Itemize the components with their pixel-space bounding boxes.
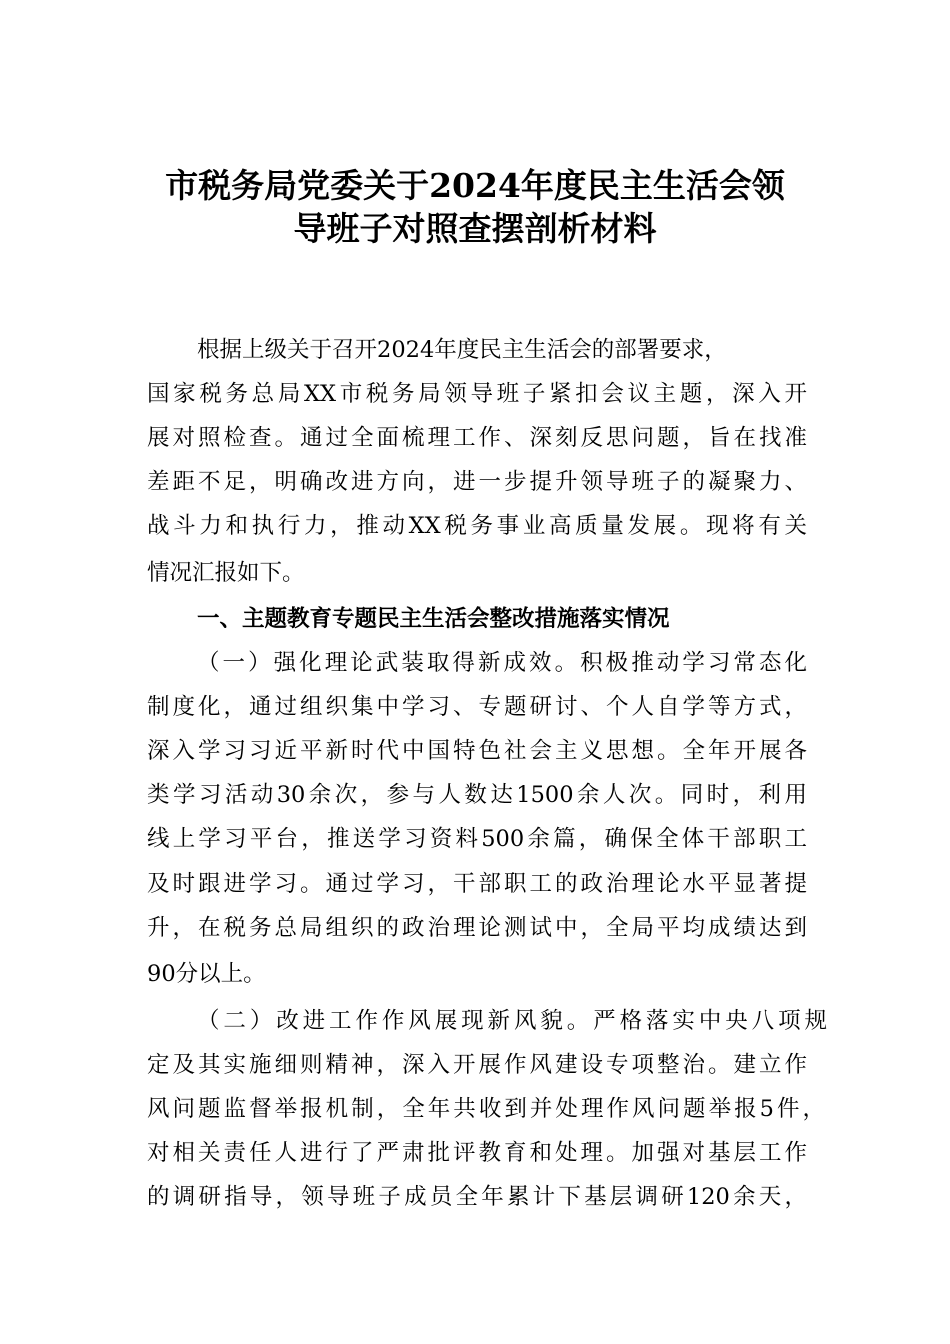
body-line-9: 制度化，通过组织集中学习、专题研讨、个人自学等方式，: [147, 694, 807, 720]
body-line-6: 情况汇报如下。: [147, 560, 305, 586]
body-line-3: 展对照检查。通过全面梳理工作、深刻反思问题，旨在找准: [147, 425, 807, 451]
body-line-17: 定及其实施细则精神，深入开展作风建设专项整治。建立作: [147, 1052, 807, 1078]
body-line-20: 的调研指导，领导班子成员全年累计下基层调研120余天，: [147, 1184, 807, 1210]
body-line-19: 对相关责任人进行了严肃批评教育和处理。加强对基层工作: [147, 1140, 807, 1166]
body-line-15: 90分以上。: [147, 961, 266, 987]
body-line-13: 及时跟进学习。通过学习，干部职工的政治理论水平显著提: [147, 871, 807, 897]
body-line-11: 类学习活动30余次，参与人数达1500余人次。同时，利用: [147, 782, 807, 808]
body-line-14: 升，在税务总局组织的政治理论测试中，全局平均成绩达到: [147, 915, 807, 941]
body-line-16: （二）改进工作作风展现新风貌。严格落实中央八项规: [197, 1008, 827, 1034]
body-line-18: 风问题监督举报机制，全年共收到并处理作风问题举报5件，: [147, 1096, 825, 1122]
document-title-line-2: 导班子对照查摆剖析材料: [293, 209, 657, 248]
body-line-1: 根据上级关于召开2024年度民主生活会的部署要求，: [197, 337, 727, 363]
body-line-2: 国家税务总局XX市税务局领导班子紧扣会议主题，深入开: [147, 381, 807, 407]
body-line-4: 差距不足，明确改进方向，进一步提升领导班子的凝聚力、: [147, 469, 807, 495]
body-line-8: （一）强化理论武装取得新成效。积极推动学习常态化: [197, 650, 807, 676]
section-heading-1: 一、主题教育专题民主生活会整改措施落实情况: [197, 606, 670, 632]
document-title-line-1: 市税务局党委关于2024年度民主生活会领: [165, 166, 785, 205]
body-line-10: 深入学习习近平新时代中国特色社会主义思想。全年开展各: [147, 738, 807, 764]
body-line-5: 战斗力和执行力，推动XX税务事业高质量发展。现将有关: [147, 513, 807, 539]
body-line-12: 线上学习平台，推送学习资料500余篇，确保全体干部职工: [147, 826, 807, 852]
